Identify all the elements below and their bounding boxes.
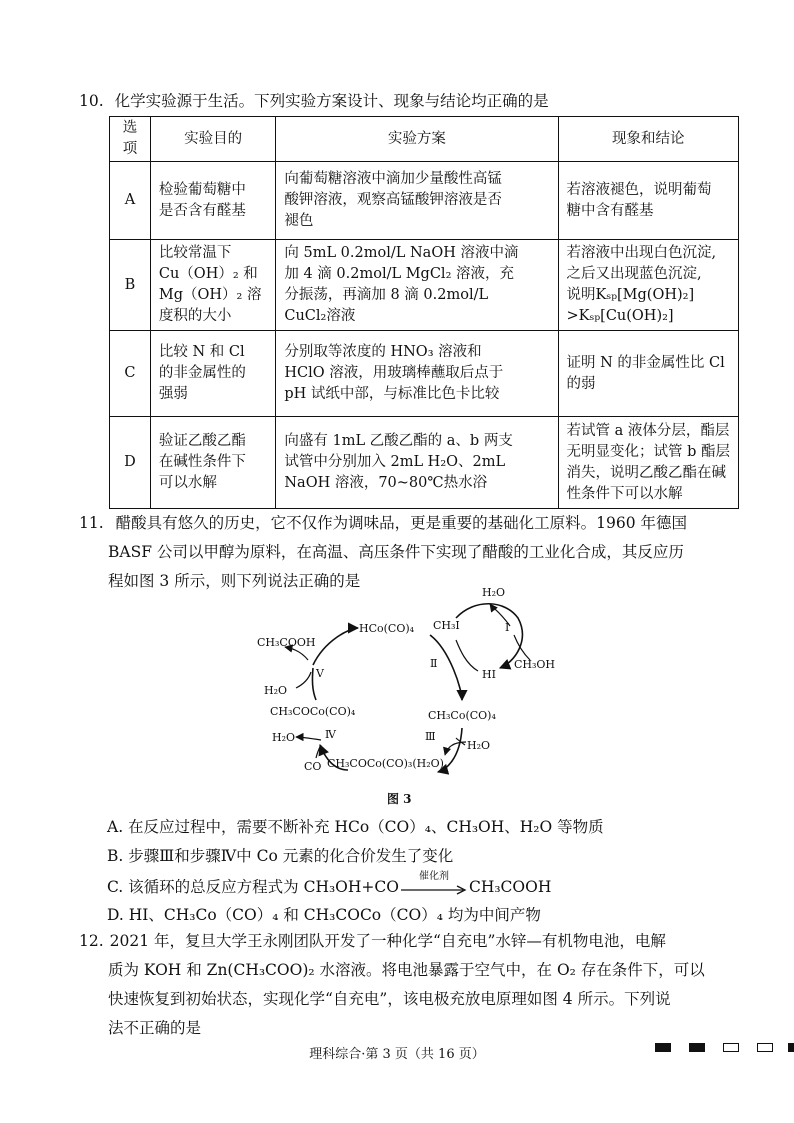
step-label-2: Ⅱ <box>430 657 438 670</box>
cell-line: 无明显变化；试管 b 酯层 <box>566 443 730 460</box>
choice-c[interactable] <box>107 871 552 897</box>
species-hi: HI <box>482 668 496 681</box>
question-text-line: 程如图 3 所示，则下列说法正确的是 <box>108 572 361 590</box>
step-label-1: Ⅰ <box>505 621 510 634</box>
cell-line: >Kₛₚ[Cu(OH)₂] <box>566 308 674 324</box>
cell-line: 消失，说明乙酸乙酯在碱 <box>566 464 726 481</box>
cell-line: 向葡萄糖溶液中滴加少量酸性高锰 <box>284 171 502 187</box>
species-h2o-left: H₂O <box>264 684 288 697</box>
species-h2o-iii: H₂O <box>467 739 491 752</box>
species-ch3oh: CH₃OH <box>514 658 556 671</box>
cell-line: 的非金属性的 <box>158 365 246 381</box>
cell-line: Mg（OH）₂ 溶 <box>158 287 262 303</box>
step-label-4: Ⅳ <box>325 728 336 741</box>
cell-line: HClO 溶液，用玻璃棒蘸取后点于 <box>284 365 504 381</box>
cell-line: 酸钾溶液，观察高锰酸钾溶液是否 <box>284 192 502 208</box>
marker-block <box>723 1043 739 1052</box>
choice-a[interactable]: A. 在反应过程中，需要不断补充 HCo（CO）₄、CH₃OH、H₂O 等物质 <box>107 818 604 836</box>
hi-to-loop <box>456 640 478 671</box>
iodide-loop <box>456 604 522 668</box>
cell-line: 褪色 <box>284 213 314 229</box>
cell-line: 说明Kₛₚ[Mg(OH)₂] <box>566 287 695 303</box>
cell-line: 试管中分别加入 2mL H₂O、2mL <box>284 454 506 470</box>
choice-d[interactable]: D. HI、CH₃Co（CO）₄ 和 CH₃COCo（CO）₄ 均为中间产物 <box>107 906 541 924</box>
marker-block <box>655 1043 671 1052</box>
cell-line: CuCl₂溶液 <box>284 308 356 324</box>
cell-line: NaOH 溶液，70~80℃热水浴 <box>284 475 488 491</box>
h2o-input-v <box>296 672 311 688</box>
question-number: 12. <box>79 932 104 950</box>
cell-line: 向盛有 1mL 乙酸乙酯的 a、b 两支 <box>284 433 513 449</box>
species-ch3coco: CH₃COCo(CO)₄ <box>270 705 356 718</box>
cell-option: A <box>110 162 151 240</box>
question-text-line: 法不正确的是 <box>108 1019 202 1037</box>
marker-block <box>689 1043 705 1052</box>
header-purpose: 实验目的 <box>150 117 275 162</box>
choice-b[interactable]: B. 步骤Ⅲ和步骤Ⅳ中 Co 元素的化合价发生了变化 <box>107 847 454 865</box>
choice-c-suffix: CH₃COOH <box>468 878 552 896</box>
cell-line: 是否含有醛基 <box>158 202 246 219</box>
cell-line: 若溶液中出现白色沉淀, <box>566 245 717 261</box>
species-co: CO <box>304 760 322 773</box>
step-label-5: Ⅴ <box>316 667 324 680</box>
question-text-line: 质为 KOH 和 Zn(CH₃COO)₂ 水溶液。将电池暴露于空气中，在 O₂ 存在条件下，可以 <box>108 961 705 979</box>
species-hco: HCo(CO)₄ <box>359 622 415 635</box>
cell-line: 若溶液褪色，说明葡萄 <box>566 181 712 198</box>
question-text-line: 快速恢复到初始状态，实现化学“自充电”，该电极充放电原理如图 4 所示。下列说 <box>108 990 671 1008</box>
marker-block <box>788 1043 794 1052</box>
cell-line: 若试管 a 液体分层，酯层 <box>566 422 730 439</box>
marker-block <box>757 1043 773 1052</box>
cell-option: C <box>110 331 151 417</box>
cell-line: 之后又出现蓝色沉淀, <box>566 266 702 282</box>
cell-line: 糖中含有醛基 <box>566 202 654 219</box>
cell-line: pH 试纸中部，与标准比色卡比较 <box>284 386 500 402</box>
cell-line: 比较常温下 <box>158 245 232 261</box>
catalyst-label: 催化剂 <box>418 871 449 882</box>
cell-line: Cu（OH）₂ 和 <box>158 266 258 282</box>
header-plan: 实验方案 <box>276 117 558 162</box>
cell-line: 度积的大小 <box>158 308 232 324</box>
question-12-stem <box>79 927 705 1043</box>
cell-line: 检验葡萄糖中 <box>158 181 246 198</box>
species-ch3i: CH₃I <box>433 619 460 632</box>
cell-line: 性条件下可以水解 <box>566 485 683 502</box>
species-h2o-top: H₂O <box>482 586 506 599</box>
cell-line: 分别取等浓度的 HNO₃ 溶液和 <box>284 344 482 360</box>
page-footer: 理科综合·第 3 页（共 16 页） <box>309 1047 485 1062</box>
species-ch3coco-h2o: CH₃COCo(CO)₃(H₂O) <box>327 757 444 770</box>
cell-line: 分振荡，再滴加 8 滴 0.2mol/L <box>284 287 489 303</box>
cell-line: 验证乙酸乙酯 <box>158 433 246 449</box>
species-h2o-iv: H₂O <box>272 731 296 744</box>
cycle-arc-top <box>313 628 358 665</box>
h2o-release-iv <box>296 737 321 740</box>
cell-option: D <box>110 417 151 509</box>
question-text-line: 2021 年，复旦大学王永刚团队开发了一种化学“自充电”水锌—有机物电池，电解 <box>109 932 666 950</box>
step-label-3: Ⅲ <box>425 730 436 743</box>
cell-line: 在碱性条件下 <box>158 454 246 470</box>
header-option: 选项 <box>110 117 151 162</box>
co-input-iv <box>316 745 321 758</box>
cell-line: 可以水解 <box>158 475 217 491</box>
cell-option: B <box>110 240 151 331</box>
cell-line: 证明 N 的非金属性比 Cl <box>566 354 725 371</box>
cell-line: 比较 N 和 Cl <box>158 344 245 360</box>
species-ch3cooh: CH₃COOH <box>257 636 316 649</box>
question-text: 化学实验源于生活。下列实验方案设计、现象与结论均正确的是 <box>114 92 549 110</box>
question-number: 11. <box>79 514 104 532</box>
catalyst-arrow <box>401 871 467 895</box>
cell-line: 加 4 滴 0.2mol/L MgCl₂ 溶液，充 <box>284 266 514 282</box>
species-ch3co: CH₃Co(CO)₄ <box>428 709 496 722</box>
question-text-line: BASF 公司以甲醇为原料，在高温、高压条件下实现了醋酸的工业化合成，其反应历 <box>108 543 684 561</box>
cell-line: 的弱 <box>566 375 596 392</box>
cell-line: 强弱 <box>158 386 188 402</box>
question-number: 10. <box>79 92 104 110</box>
figure-caption: 图 3 <box>387 792 412 806</box>
cell-line: 向 5mL 0.2mol/L NaOH 溶液中滴 <box>284 245 519 261</box>
choice-c-prefix: C. 该循环的总反应方程式为 CH₃OH+CO <box>107 878 399 896</box>
question-text-line: 醋酸具有悠久的历史，它不仅作为调味品，更是重要的基础化工原料。1960 年德国 <box>115 514 688 532</box>
header-result: 现象和结论 <box>558 117 739 162</box>
